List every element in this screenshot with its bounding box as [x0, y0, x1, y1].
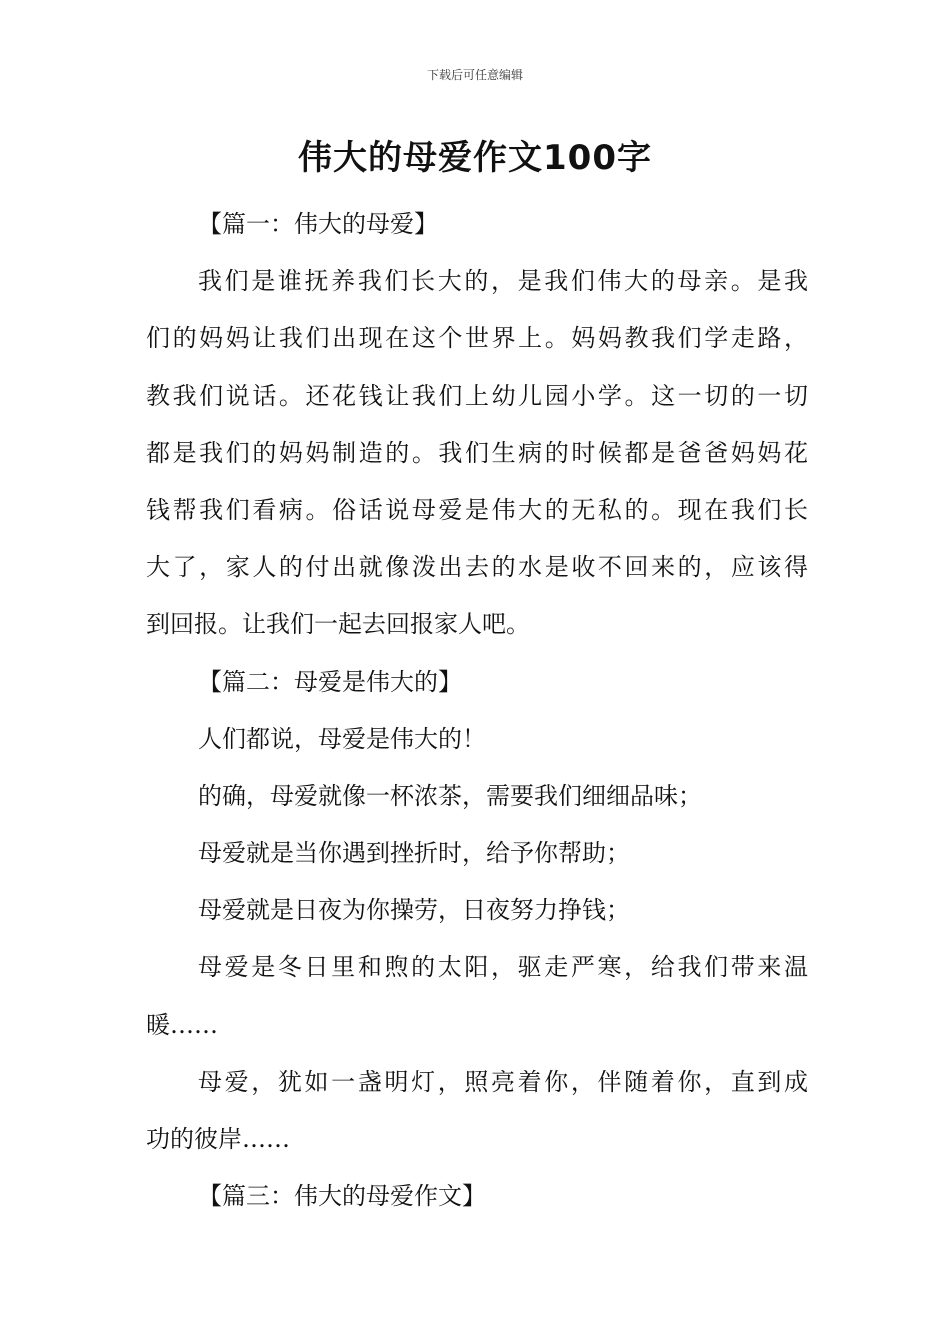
text-line: 母爱，犹如一盏明灯，照亮着你，伴随着你，直到成	[198, 1067, 808, 1096]
page-title: 伟大的母爱作文100字	[298, 138, 652, 178]
text-line: 都是我们的妈妈制造的。我们生病的时候都是爸爸妈妈花	[146, 438, 808, 467]
document-body	[146, 196, 808, 1225]
text-line: 母爱就是日夜为你操劳，日夜努力挣钱；	[198, 896, 630, 925]
text-line: 我们是谁抚养我们长大的，是我们伟大的母亲。是我	[198, 267, 808, 296]
text-line: 们的妈妈让我们出现在这个世界上。妈妈教我们学走路，	[146, 324, 808, 353]
text-line: 母爱就是当你遇到挫折时，给予你帮助；	[198, 839, 630, 868]
text-line: 大了，家人的付出就像泼出去的水是收不回来的，应该得	[146, 553, 808, 582]
text-line: 母爱是冬日里和煦的太阳，驱走严寒，给我们带来温	[198, 953, 808, 982]
text-line: 暖……	[146, 1010, 218, 1039]
text-line: 【篇三：伟大的母爱作文】	[198, 1182, 486, 1211]
text-line: 【篇一：伟大的母爱】	[198, 210, 438, 238]
text-line: 钱帮我们看病。俗话说母爱是伟大的无私的。现在我们长	[146, 495, 808, 524]
text-line: 【篇二：母爱是伟大的】	[198, 667, 462, 696]
text-line: 到回报。让我们一起去回报家人吧。	[146, 610, 530, 639]
text-line: 教我们说话。还花钱让我们上幼儿园小学。这一切的一切	[146, 381, 808, 410]
text-line: 的确，母爱就像一杯浓茶，需要我们细细品味；	[198, 781, 702, 810]
header-note: 下载后可任意编辑	[426, 68, 523, 82]
text-line: 人们都说，母爱是伟大的！	[198, 724, 486, 753]
text-line: 功的彼岸……	[146, 1125, 290, 1153]
